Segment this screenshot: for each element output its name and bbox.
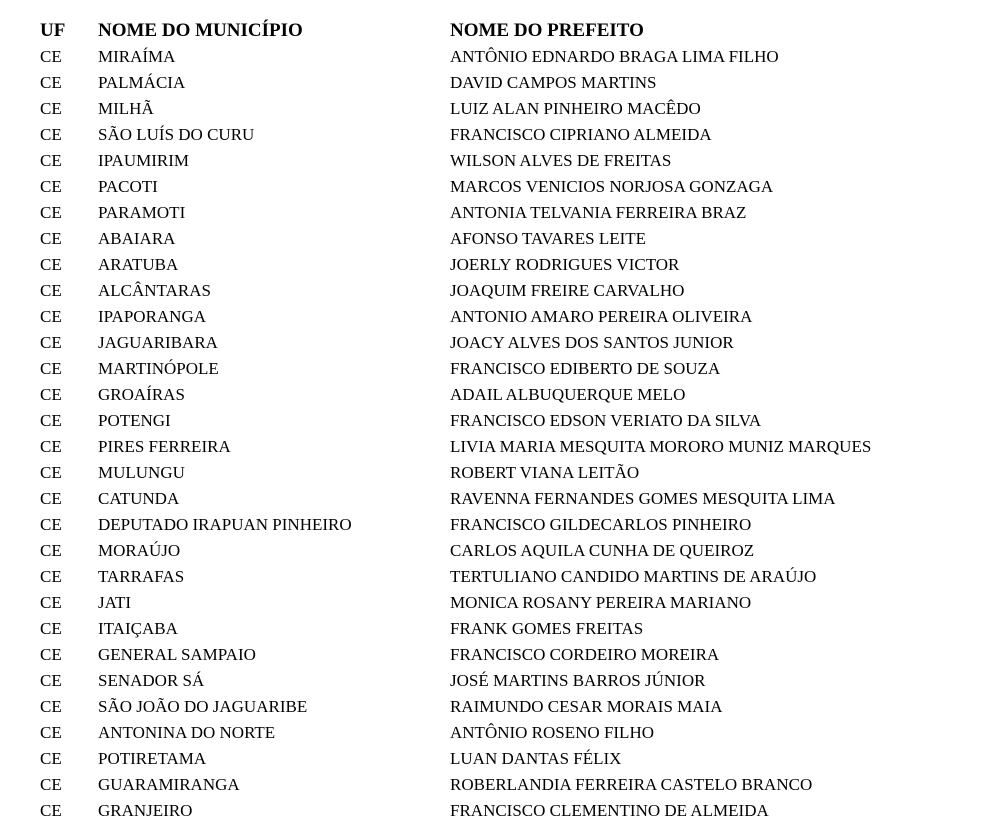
header-prefeito: NOME DO PREFEITO [450, 20, 644, 41]
table-row [0, 434, 984, 460]
uf-cell: CE [40, 333, 62, 352]
uf-cell: CE [40, 151, 62, 170]
table-row [0, 616, 984, 642]
municipio-cell: ALCÂNTARAS [98, 281, 211, 300]
prefeito-cell: ANTONIA TELVANIA FERREIRA BRAZ [450, 203, 747, 222]
prefeito-cell: FRANCISCO CLEMENTINO DE ALMEIDA [450, 801, 769, 820]
table-row [0, 408, 984, 434]
uf-cell: CE [40, 645, 62, 664]
municipio-cell: SÃO LUÍS DO CURU [98, 125, 255, 144]
uf-cell: CE [40, 593, 62, 612]
municipio-cell: SÃO JOÃO DO JAGUARIBE [98, 697, 308, 716]
table-row [0, 668, 984, 694]
prefeito-cell: ROBERLANDIA FERREIRA CASTELO BRANCO [450, 775, 813, 794]
table-row [0, 226, 984, 252]
municipio-cell: MULUNGU [98, 463, 185, 482]
prefeito-cell: AFONSO TAVARES LEITE [450, 229, 647, 248]
table-row [0, 330, 984, 356]
table-row [0, 252, 984, 278]
municipio-cell: MORAÚJO [98, 541, 181, 560]
table-row [0, 148, 984, 174]
municipio-cell: ARATUBA [98, 255, 179, 274]
table-row [0, 798, 984, 824]
municipio-cell: MARTINÓPOLE [98, 359, 219, 378]
uf-cell: CE [40, 775, 62, 794]
uf-cell: CE [40, 463, 62, 482]
uf-cell: CE [40, 203, 62, 222]
table-row [0, 564, 984, 590]
table-row [0, 538, 984, 564]
table-row [0, 486, 984, 512]
table-row [0, 200, 984, 226]
municipio-cell: PALMÁCIA [98, 73, 186, 92]
municipio-cell: IPAPORANGA [98, 307, 207, 326]
table-row [0, 720, 984, 746]
uf-cell: CE [40, 385, 62, 404]
uf-cell: CE [40, 177, 62, 196]
prefeito-cell: MONICA ROSANY PEREIRA MARIANO [450, 593, 752, 612]
prefeito-cell: FRANCISCO GILDECARLOS PINHEIRO [450, 515, 752, 534]
prefeito-cell: ADAIL ALBUQUERQUE MELO [450, 385, 686, 404]
municipio-cell: ITAIÇABA [98, 619, 178, 638]
uf-cell: CE [40, 307, 62, 326]
municipio-cell: PACOTI [98, 177, 158, 196]
table-row [0, 694, 984, 720]
municipio-cell: MILHÃ [98, 99, 154, 118]
uf-cell: CE [40, 541, 62, 560]
uf-cell: CE [40, 99, 62, 118]
uf-cell: CE [40, 255, 62, 274]
uf-cell: CE [40, 281, 62, 300]
prefeito-cell: FRANCISCO EDIBERTO DE SOUZA [450, 359, 721, 378]
table-row [0, 590, 984, 616]
municipio-cell: GUARAMIRANGA [98, 775, 240, 794]
uf-cell: CE [40, 489, 62, 508]
prefeito-cell: RAIMUNDO CESAR MORAIS MAIA [450, 697, 723, 716]
municipio-cell: JATI [98, 593, 132, 612]
municipio-cell: GROAÍRAS [98, 385, 185, 404]
uf-cell: CE [40, 697, 62, 716]
uf-cell: CE [40, 125, 62, 144]
uf-cell: CE [40, 411, 62, 430]
prefeito-cell: ANTONIO AMARO PEREIRA OLIVEIRA [450, 307, 753, 326]
prefeito-cell: LUIZ ALAN PINHEIRO MACÊDO [450, 99, 701, 118]
municipio-cell: CATUNDA [98, 489, 180, 508]
municipio-cell: DEPUTADO IRAPUAN PINHEIRO [98, 515, 352, 534]
uf-cell: CE [40, 229, 62, 248]
mayors-table [0, 18, 984, 824]
prefeito-cell: CARLOS AQUILA CUNHA DE QUEIROZ [450, 541, 755, 560]
prefeito-cell: ROBERT VIANA LEITÃO [450, 463, 640, 482]
municipio-cell: PARAMOTI [98, 203, 186, 222]
uf-cell: CE [40, 619, 62, 638]
table-row [0, 44, 984, 70]
prefeito-cell: JOSÉ MARTINS BARROS JÚNIOR [450, 671, 706, 690]
municipio-cell: GENERAL SAMPAIO [98, 645, 256, 664]
prefeito-cell: TERTULIANO CANDIDO MARTINS DE ARAÚJO [450, 567, 817, 586]
municipio-cell: MIRAÍMA [98, 47, 176, 66]
table-header-row [0, 18, 984, 44]
table-row [0, 96, 984, 122]
prefeito-cell: FRANK GOMES FREITAS [450, 619, 644, 638]
municipio-cell: TARRAFAS [98, 567, 185, 586]
table-row [0, 772, 984, 798]
municipio-cell: ABAIARA [98, 229, 176, 248]
table-row [0, 70, 984, 96]
municipio-cell: SENADOR SÁ [98, 671, 205, 690]
prefeito-cell: FRANCISCO EDSON VERIATO DA SILVA [450, 411, 762, 430]
table-row [0, 642, 984, 668]
prefeito-cell: JOERLY RODRIGUES VICTOR [450, 255, 680, 274]
prefeito-cell: ANTÔNIO ROSENO FILHO [450, 723, 654, 742]
uf-cell: CE [40, 723, 62, 742]
uf-cell: CE [40, 359, 62, 378]
uf-cell: CE [40, 749, 62, 768]
prefeito-cell: WILSON ALVES DE FREITAS [450, 151, 672, 170]
prefeito-cell: JOAQUIM FREIRE CARVALHO [450, 281, 685, 300]
prefeito-cell: LUAN DANTAS FÉLIX [450, 749, 622, 768]
table-body [0, 44, 984, 824]
prefeito-cell: ANTÔNIO EDNARDO BRAGA LIMA FILHO [450, 47, 779, 66]
prefeito-cell: RAVENNA FERNANDES GOMES MESQUITA LIMA [450, 489, 836, 508]
municipio-cell: PIRES FERREIRA [98, 437, 231, 456]
uf-cell: CE [40, 515, 62, 534]
prefeito-cell: FRANCISCO CORDEIRO MOREIRA [450, 645, 720, 664]
municipio-cell: JAGUARIBARA [98, 333, 218, 352]
table-row [0, 356, 984, 382]
municipio-cell: IPAUMIRIM [98, 151, 190, 170]
table-row [0, 746, 984, 772]
table-row [0, 512, 984, 538]
uf-cell: CE [40, 73, 62, 92]
uf-cell: CE [40, 671, 62, 690]
table-row [0, 460, 984, 486]
prefeito-cell: JOACY ALVES DOS SANTOS JUNIOR [450, 333, 734, 352]
municipio-cell: GRANJEIRO [98, 801, 193, 820]
prefeito-cell: MARCOS VENICIOS NORJOSA GONZAGA [450, 177, 774, 196]
table-row [0, 122, 984, 148]
municipio-cell: POTENGI [98, 411, 171, 430]
municipio-cell: ANTONINA DO NORTE [98, 723, 276, 742]
uf-cell: CE [40, 567, 62, 586]
prefeito-cell: LIVIA MARIA MESQUITA MORORO MUNIZ MARQUES [450, 437, 872, 456]
table-row [0, 174, 984, 200]
prefeito-cell: DAVID CAMPOS MARTINS [450, 73, 657, 92]
uf-cell: CE [40, 47, 62, 66]
table-row [0, 382, 984, 408]
prefeito-cell: FRANCISCO CIPRIANO ALMEIDA [450, 125, 712, 144]
table-row [0, 304, 984, 330]
header-municipio: NOME DO MUNICÍPIO [98, 20, 303, 41]
municipio-cell: POTIRETAMA [98, 749, 207, 768]
uf-cell: CE [40, 437, 62, 456]
uf-cell: CE [40, 801, 62, 820]
header-uf: UF [40, 20, 66, 41]
table-row [0, 278, 984, 304]
